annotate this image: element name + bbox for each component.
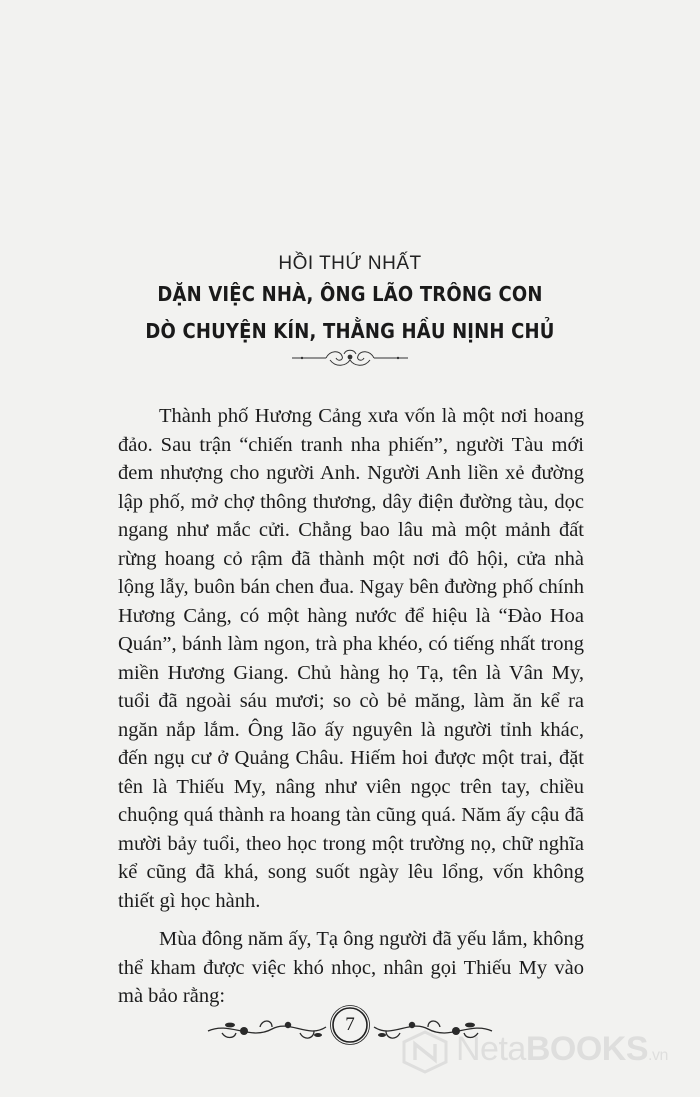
watermark-brand-suffix: .vn (648, 1047, 668, 1064)
watermark-text (456, 1030, 668, 1069)
page-number: 7 (345, 1014, 355, 1035)
title-flourish-ornament (290, 346, 410, 370)
chapter-title-line-1: DẶN VIỆC NHÀ, ÔNG LÃO TRÔNG CON (157, 282, 543, 306)
paragraph: Mùa đông năm ấy, Tạ ông người đã yếu lắm, không thể kham được việc khó nhọc, nhân gọi Thiếu My vào mà bảo rằng: (118, 928, 584, 1007)
body-text (118, 402, 584, 1011)
paragraph: Thành phố Hương Cảng xưa vốn là một nơi hoang đảo. Sau trận “chiến tranh nha phiến”, người Tàu mới đem nhượng cho người Anh. Người Anh liền xẻ đường lập phố, mở chợ thông thương, dây điện đường tàu, dọc ngang như mắc cửi. Chẳng bao lâu mà một mảnh đất rừng hoang cỏ rậm đã thành một nơi đô hội, cửa nhà lộng lẫy, buôn bán chen đua. Ngay bên đường phố chính Hương Cảng, có một hàng nước để hiệu là “Đào Hoa Quán”, bánh làm ngon, trà pha khéo, có tiếng nhất trong miền Hương Giang. Chủ hàng họ Tạ, tên là Vân My, tuổi đã ngoài sáu mươi; so cò bẻ măng, làm ăn kể ra ngăn nắp lắm. Ông lão ấy nguyên là người tỉnh khác, đến ngụ cư ở Quảng Châu. Hiếm hoi được một trai, đặt tên là Thiếu My, nâng như viên ngọc trên tay, chiều chuộng quá thành ra hoang tàn cũng quá. Năm ấy cậu đã mười bảy tuổi, theo học trong một trường nọ, chữ nghĩa kể cũng đã khá, song suốt ngày lêu lổng, vốn không thiết gì học hành. (118, 405, 584, 912)
bleed-through-header (420, 52, 424, 66)
chapter-label: HỒI THỨ NHẤT (278, 253, 422, 274)
watermark-brand-main: Neta (456, 1030, 526, 1068)
netabooks-watermark (400, 1026, 690, 1074)
watermark-brand-bold: BOOKS (525, 1030, 649, 1068)
netabooks-logo-icon (400, 1030, 450, 1074)
chapter-title-line-2: DÒ CHUYỆN KÍN, THẰNG HẦU NỊNH CHỦ (145, 319, 555, 343)
